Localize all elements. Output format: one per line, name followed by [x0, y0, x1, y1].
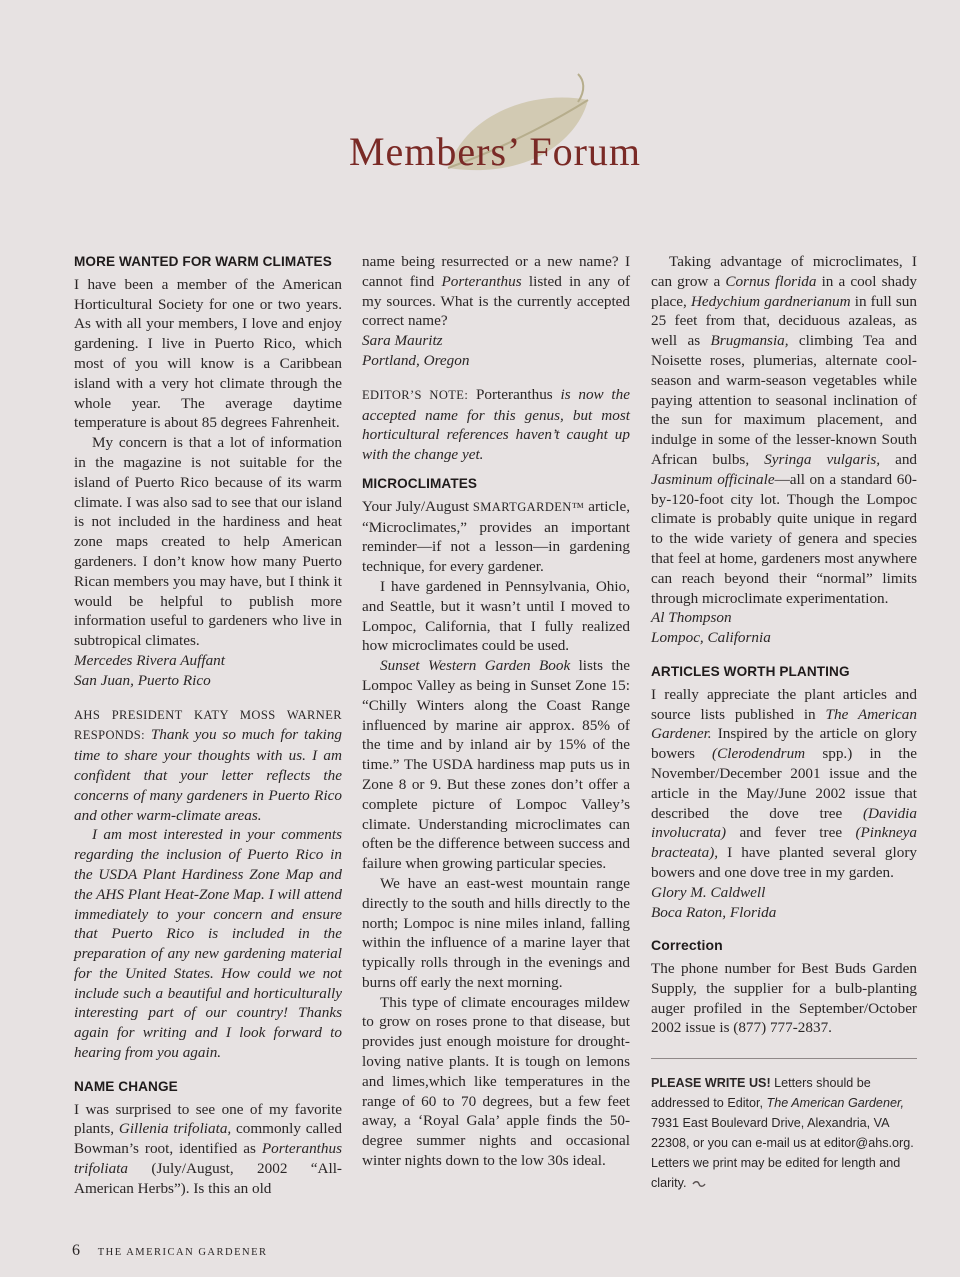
signature-name: Sara Mauritz — [362, 332, 443, 350]
column-middle — [362, 252, 630, 1171]
signature-place: Portland, Oregon — [362, 351, 470, 369]
signature-name: Glory M. Caldwell — [651, 883, 766, 901]
response-text: Thank you so much for taking time to share your thoughts with us. I am confident that your letter reflects the concerns of many gardeners in Puerto Rico and other warm-climate areas. — [74, 726, 343, 824]
section-heading: Correction — [651, 937, 723, 954]
section-heading: ARTICLES WORTH PLANTING — [651, 663, 850, 679]
letter-paragraph: Sunset Western Garden Book lists the Lompoc Valley as being in Sunset Zone 15: “Chilly Winters along the Coast Range influenced by marine air approx. 85% of the time and by inland air by 15% of the time.” The USDA hardiness map puts us in Zone 8 or 9. But these zones don’t offer a complete picture of Lompoc Valley’s climate. Understanding microclimates can often be the difference between success and failure when growing particular species. — [362, 657, 630, 873]
letter-paragraph: I have gardened in Pennsylvania, Ohio, and Seattle, but it wasn’t until I moved to Lompoc, California, that I fully realized how microclimates could be used. — [362, 577, 630, 655]
response-paragraph — [74, 705, 342, 826]
letter-paragraph: Your July/August SMARTGARDEN™ article, “Microclimates,” provides an important reminder—if not a lesson—in gardening technique, for every gardener. — [362, 497, 630, 576]
divider — [651, 1058, 917, 1059]
letter-paragraph: name being resurrected or a new name? I cannot find Porteranthus listed in any of my sources. What is the currently accepted correct name? — [362, 253, 631, 330]
page-title: Members’ Forum — [348, 129, 642, 174]
letter-paragraph: I really appreciate the plant articles and source lists published in The American Gardener. Inspired by the article on glory bowers (Clerodendrum spp.) in the November/December 2001 issue and the article in the May/June 2002 issue that described the dove tree (Davidia involucrata) and fever tree (Pinkneya bracteata), I have planted several glory bowers and one dove tree in my garden. — [651, 685, 917, 881]
magazine-name: THE AMERICAN GARDENER — [97, 1247, 268, 1258]
end-mark-icon — [692, 1174, 706, 1194]
section-heading: NAME CHANGE — [74, 1078, 178, 1094]
section-heading: MICROCLIMATES — [362, 475, 478, 491]
column-right — [651, 252, 917, 1194]
section-heading: MORE WANTED FOR WARM CLIMATES — [74, 254, 332, 269]
signature-place: San Juan, Puerto Rico — [74, 671, 211, 689]
signature-name: Al Thompson — [651, 609, 732, 627]
signature-name: Mercedes Rivera Auffant — [74, 651, 225, 669]
signature-place: Boca Raton, Florida — [651, 903, 777, 921]
letter-paragraph: I have been a member of the American Horticultural Society for one or two years. As with all your members, I love and enjoy gardening. I live in Puerto Rico, which most of you will know is a Caribbean island with a very hot climate through the whole year. The average daytime temperature is about 85 degrees Fahrenheit. — [74, 275, 342, 432]
page-number: 6 — [72, 1242, 80, 1259]
signature-place: Lompoc, California — [651, 629, 771, 647]
response-paragraph: I am most interested in your comments regarding the inclusion of Puerto Rico in the USDA Plant Hardiness Zone Map and the AHS Plant Heat-Zone Map. I will attend immediately to your concern and ensure that Puerto Rico is included in the preparation of any new gardening material for the United States. How could we not include such a beautiful and horticulturally interesting part of our country! Thanks again for writing and I look forward to hearing from you again. — [74, 826, 342, 1062]
correction-paragraph: The phone number for Best Buds Garden Supply, the supplier for a bulb-planting auger profiled in the September/October 2002 issue is (877) 777-2837. — [651, 960, 917, 1037]
editor-note: EDITOR’S NOTE: Porteranthus is now the accepted name for this genus, but most horticultural references haven’t caught up with the change yet. — [362, 385, 630, 464]
letter-paragraph: My concern is that a lot of information in the magazine is not suitable for the island of Puerto Rico because of its warm climate. I was also sad to see that our island is not included in the hardiness and heat zone maps created to help American gardeners. I don’t know how many Puerto Rican members you may have, but I think it would be helpful to publish more information useful to gardeners who live in subtropical climates. — [74, 434, 342, 650]
response-lead: AHS PRESIDENT KATY MOSS WARNER RESPONDS: — [74, 707, 342, 743]
letter-paragraph: Taking advantage of microclimates, I can grow a Cornus florida in a cool shady place, Hedychium gardnerianum in full sun 25 feet from that, deciduous azaleas, as well as Brugmansia, climbing Tea and Noisette roses, plumerias, alternate cool-season and warm-season vegetables while paying attention to seasonal inclination of the sun for maximum placement, and indulge in some of the lesser-known South African bulbs, Syringa vulgaris, and Jasminum officinale—all on a standard 60-by-120-foot city lot. Though the Lompoc climate is probably quite unique in regard to the wide variety of genera and species that feel at home, gardeners most anywhere can reach beyond their “normal” limits through microclimate experimentation. — [651, 253, 918, 607]
column-left — [74, 252, 342, 1199]
write-us-note: PLEASE WRITE US! Letters should be addressed to Editor, The American Gardener, 7931 East Boulevard Drive, Alexandria, VA 22308, or you can e-mail us at editor@ahs.org. Letters we print may be edited for length and clarity. — [651, 1073, 917, 1194]
letter-paragraph: I was surprised to see one of my favorite plants, Gillenia trifoliata, commonly called Bowman’s root, identified as Porteranthus trifoliata (July/August, 2002 “All- American Herbs”). Is this an old — [74, 1100, 342, 1197]
letter-paragraph: We have an east-west mountain range directly to the south and hills directly to the north; Lompoc is nine miles inland, falling within the influence of a marine layer that typically rolls through in the evenings and burns off early the next morning. — [362, 874, 630, 991]
letter-paragraph: This type of climate encourages mildew to grow on roses prone to that disease, but provides just enough moisture for drought-loving native plants. It is tough on lemons and limes,which like temperatures in the range of 60 to 70 degrees, but a few feet away, a ‘Royal Gala’ apple finds the 50-degree summer nights and occasional winter nights down to the low 30s ideal. — [362, 993, 630, 1170]
page-footer — [72, 1242, 268, 1260]
